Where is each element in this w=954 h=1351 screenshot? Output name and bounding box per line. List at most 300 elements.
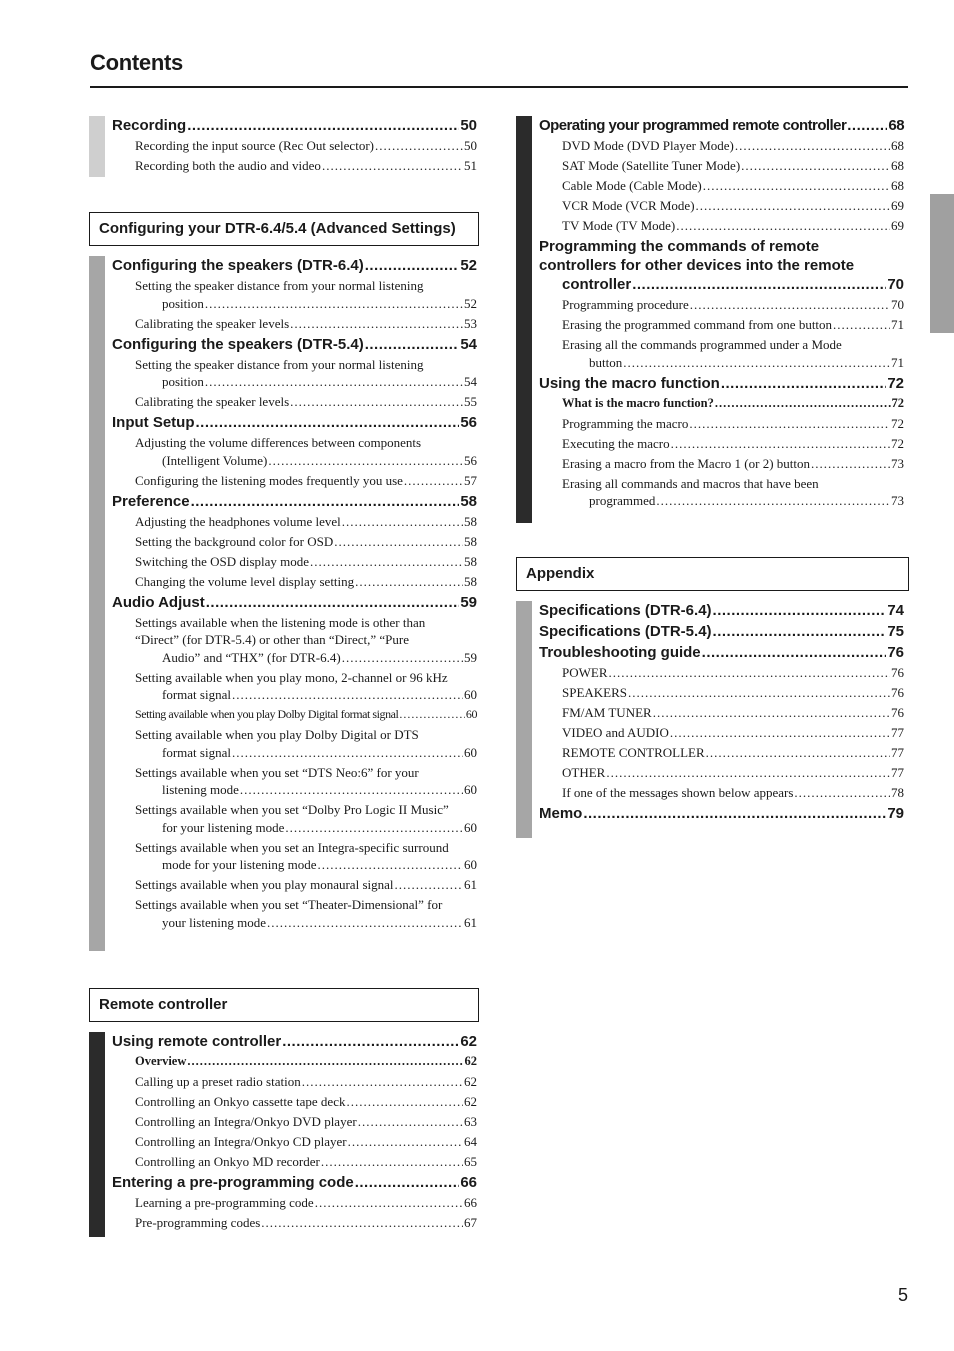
dot-leader bbox=[656, 492, 890, 510]
toc-sub-entry bbox=[112, 1113, 477, 1131]
dot-leader bbox=[358, 1113, 463, 1131]
toc-entry-title: Controlling an Onkyo cassette tape deck bbox=[135, 1094, 346, 1109]
dot-leader bbox=[833, 316, 890, 334]
dot-leader bbox=[606, 764, 890, 782]
toc-page-number: 51 bbox=[464, 158, 477, 173]
section-marker-bar bbox=[89, 256, 105, 951]
dot-leader bbox=[713, 622, 887, 641]
dot-leader bbox=[721, 374, 886, 393]
toc-page-number: 60 bbox=[465, 707, 477, 721]
recording-block bbox=[89, 116, 481, 177]
dot-leader bbox=[261, 1214, 463, 1232]
toc-entry-line: Setting available when you play mono, 2-channel or 96 kHz bbox=[135, 669, 448, 685]
toc-entry-title: Audio Adjust bbox=[112, 593, 205, 611]
toc-page-number: 56 bbox=[460, 414, 477, 431]
dot-leader bbox=[696, 197, 890, 215]
toc-page-number: 76 bbox=[891, 705, 904, 720]
toc-entry-title: Programming procedure bbox=[562, 297, 689, 312]
toc-page-number: 60 bbox=[464, 819, 477, 835]
toc-page-number: 76 bbox=[887, 644, 904, 661]
toc-entry-title: Audio” and “THX” (for DTR-6.4) bbox=[162, 649, 341, 665]
toc-sub-entry bbox=[539, 704, 904, 722]
dot-leader bbox=[240, 781, 463, 799]
toc-sub-entry bbox=[112, 315, 477, 333]
toc-entry-title: programmed bbox=[589, 493, 656, 508]
toc-page-number: 58 bbox=[464, 533, 477, 549]
toc-sub-entry bbox=[112, 533, 477, 551]
toc-sub-entry bbox=[539, 137, 904, 155]
operating-toc-list bbox=[516, 116, 908, 510]
dot-leader bbox=[671, 435, 890, 453]
dot-leader bbox=[355, 1173, 460, 1192]
toc-page-number: 62 bbox=[460, 1033, 477, 1050]
toc-page-number: 61 bbox=[464, 877, 477, 892]
dot-leader bbox=[187, 1053, 463, 1071]
toc-entry-title: Troubleshooting guide bbox=[539, 644, 701, 661]
toc-page-number: 76 bbox=[891, 685, 904, 700]
section-marker-bar bbox=[89, 1032, 105, 1237]
dot-leader bbox=[713, 601, 887, 620]
toc-page-number: 76 bbox=[891, 665, 904, 680]
toc-entry-title: SPEAKERS bbox=[562, 685, 628, 700]
toc-entry-title: Adjusting the headphones volume level bbox=[135, 513, 341, 529]
toc-entry-last-line bbox=[135, 373, 477, 391]
toc-page-number: 73 bbox=[891, 455, 904, 471]
toc-sub-entry bbox=[112, 137, 477, 155]
toc-sub-entry bbox=[112, 356, 477, 391]
toc-main-entry bbox=[539, 622, 904, 641]
toc-sub-entry bbox=[539, 217, 904, 235]
toc-page-number: 54 bbox=[464, 374, 477, 389]
toc-page-number: 77 bbox=[891, 725, 904, 740]
toc-page-number: 53 bbox=[464, 315, 477, 331]
toc-page-number: 78 bbox=[891, 785, 904, 800]
toc-sub-entry bbox=[112, 1093, 477, 1111]
dot-leader bbox=[267, 914, 463, 932]
toc-page-number: 72 bbox=[887, 374, 904, 392]
page-title: Contents bbox=[90, 50, 183, 75]
toc-main-entry bbox=[539, 643, 904, 662]
toc-main-entry bbox=[539, 804, 904, 823]
toc-entry-line: Setting the speaker distance from your normal listening bbox=[135, 278, 424, 293]
section-marker-bar bbox=[516, 601, 532, 838]
dot-leader bbox=[206, 593, 460, 612]
toc-page-number: 52 bbox=[464, 295, 477, 311]
toc-sub-entry bbox=[539, 664, 904, 682]
advanced-toc-list bbox=[89, 256, 481, 931]
dot-leader bbox=[365, 335, 460, 354]
toc-page-number: 72 bbox=[891, 435, 904, 451]
toc-entry-title: Configuring the speakers (DTR-6.4) bbox=[112, 257, 364, 274]
toc-page-number: 58 bbox=[460, 492, 477, 510]
appendix-toc-list bbox=[516, 601, 908, 823]
toc-entry-title: Using the macro function bbox=[539, 374, 720, 392]
toc-entry-last-line bbox=[135, 686, 477, 704]
toc-sub-entry bbox=[539, 455, 904, 473]
toc-entry-title: VIDEO and AUDIO bbox=[562, 725, 669, 740]
dot-leader bbox=[346, 1093, 463, 1111]
toc-sub-entry bbox=[112, 472, 477, 490]
toc-page-number: 70 bbox=[887, 276, 904, 293]
toc-page-number: 61 bbox=[464, 914, 477, 930]
recording-toc-list bbox=[89, 116, 481, 175]
toc-main-entry bbox=[112, 1032, 477, 1051]
toc-main-entry bbox=[539, 601, 904, 620]
toc-entry-title: Calibrating the speaker levels bbox=[135, 315, 290, 331]
toc-entry-title: for your listening mode bbox=[162, 819, 285, 835]
dot-leader bbox=[318, 856, 463, 874]
dot-leader bbox=[302, 1073, 463, 1091]
toc-sub-entry bbox=[112, 1133, 477, 1151]
toc-sub-entry bbox=[112, 614, 477, 667]
toc-sub-entry bbox=[112, 553, 477, 571]
dot-leader bbox=[395, 876, 464, 894]
toc-page-number: 69 bbox=[891, 218, 904, 233]
toc-entry-title: Controlling an Onkyo MD recorder bbox=[135, 1154, 320, 1169]
toc-entry-title: position bbox=[162, 374, 204, 389]
toc-page-number: 58 bbox=[464, 573, 477, 589]
toc-page-number: 77 bbox=[891, 745, 904, 760]
toc-main-entry bbox=[112, 335, 477, 354]
section-heading-remote: Remote controller bbox=[89, 988, 479, 1022]
toc-sub-entry bbox=[112, 157, 477, 175]
toc-page-number: 69 bbox=[891, 198, 904, 213]
appendix-block bbox=[516, 601, 908, 838]
toc-page-number: 72 bbox=[891, 395, 904, 410]
toc-page-number: 59 bbox=[464, 649, 477, 665]
toc-main-entry bbox=[112, 492, 477, 511]
dot-leader bbox=[741, 157, 890, 175]
toc-sub-entry bbox=[112, 669, 477, 704]
side-tab-marker bbox=[930, 194, 954, 333]
dot-leader bbox=[583, 804, 886, 823]
dot-leader bbox=[205, 373, 463, 391]
toc-sub-entry bbox=[112, 1194, 477, 1212]
operating-block bbox=[516, 116, 908, 523]
toc-entry-last-line bbox=[539, 275, 904, 294]
toc-entry-title: Configuring the listening modes frequently you use bbox=[135, 472, 403, 488]
toc-sub-entry bbox=[112, 513, 477, 531]
toc-entry-title: DVD Mode (DVD Player Mode) bbox=[562, 138, 734, 153]
dot-leader bbox=[811, 455, 890, 473]
toc-entry-title: FM/AM TUNER bbox=[562, 705, 652, 720]
toc-entry-title: Setting available when you play Dolby Digital format signal bbox=[135, 707, 399, 721]
toc-entry-title: Recording both the audio and video bbox=[135, 158, 321, 173]
toc-entry-title: Specifications (DTR-5.4) bbox=[539, 623, 712, 640]
dot-leader bbox=[355, 573, 463, 591]
toc-entry-last-line bbox=[135, 781, 477, 799]
toc-page-number: 59 bbox=[460, 593, 477, 611]
toc-page-number: 60 bbox=[464, 687, 477, 702]
toc-sub-entry bbox=[539, 415, 904, 433]
toc-entry-title: button bbox=[589, 354, 623, 370]
toc-entry-title: Operating your programmed remote controller bbox=[539, 117, 847, 134]
dot-leader bbox=[715, 395, 891, 413]
toc-sub-entry bbox=[112, 573, 477, 591]
toc-entry-line: Setting available when you play Dolby Digital or DTS bbox=[135, 727, 419, 742]
toc-sub-entry bbox=[539, 744, 904, 762]
toc-entry-last-line bbox=[562, 492, 904, 510]
dot-leader bbox=[342, 513, 463, 531]
toc-entry-title: mode for your listening mode bbox=[162, 857, 317, 872]
toc-sub-entry bbox=[539, 296, 904, 314]
toc-entry-title: format signal bbox=[162, 744, 231, 760]
section-heading-appendix: Appendix bbox=[516, 557, 909, 591]
toc-entry-last-line bbox=[135, 914, 477, 932]
toc-entry-line: Settings available when you set “Dolby Pro Logic II Music” bbox=[135, 802, 449, 817]
toc-entry-title: Changing the volume level display setting bbox=[135, 573, 355, 589]
toc-page-number: 65 bbox=[464, 1154, 477, 1169]
dot-leader bbox=[342, 649, 463, 667]
toc-page-number: 58 bbox=[464, 553, 477, 569]
toc-sub-entry bbox=[112, 277, 477, 312]
toc-main-entry bbox=[112, 413, 477, 432]
toc-sub-entry bbox=[539, 157, 904, 175]
toc-entry-title: Setting the background color for OSD bbox=[135, 533, 334, 549]
toc-sub-entry bbox=[539, 724, 904, 742]
toc-entry-title: Entering a pre-programming code bbox=[112, 1174, 354, 1191]
toc-page-number: 72 bbox=[891, 415, 904, 431]
toc-sub-entry bbox=[539, 684, 904, 702]
toc-entry-title: OTHER bbox=[562, 765, 606, 780]
toc-page-number: 62 bbox=[464, 1074, 477, 1089]
toc-page-number: 64 bbox=[464, 1134, 477, 1149]
dot-leader bbox=[670, 724, 890, 742]
toc-page-number: 63 bbox=[464, 1114, 477, 1129]
toc-page-number: 56 bbox=[464, 452, 477, 468]
dot-leader bbox=[794, 784, 890, 802]
toc-page-number: 55 bbox=[464, 394, 477, 409]
dot-leader bbox=[191, 492, 460, 511]
dot-leader bbox=[282, 1032, 459, 1051]
toc-main-entry bbox=[539, 237, 904, 294]
toc-entry-title: Executing the macro bbox=[562, 435, 670, 451]
toc-entry-last-line bbox=[135, 295, 477, 313]
toc-entry-line: Settings available when you set “Theater-Dimensional” for bbox=[135, 897, 443, 912]
dot-leader bbox=[706, 744, 890, 762]
toc-entry-line: Settings available when you set “DTS Neo:6” for your bbox=[135, 764, 419, 780]
dot-leader bbox=[348, 1133, 463, 1151]
toc-sub-entry bbox=[539, 316, 904, 334]
toc-sub-entry bbox=[539, 197, 904, 215]
toc-sub-entry bbox=[539, 764, 904, 782]
toc-page-number: 75 bbox=[887, 623, 904, 640]
dot-leader bbox=[205, 295, 463, 313]
toc-entry-title: (Intelligent Volume) bbox=[162, 452, 268, 468]
toc-sub-entry bbox=[112, 1153, 477, 1171]
toc-sub-entry bbox=[112, 1053, 477, 1071]
toc-entry-line: Settings available when you set an Integra-specific surround bbox=[135, 839, 449, 855]
toc-page-number: 66 bbox=[460, 1174, 477, 1191]
toc-page-number: 70 bbox=[891, 297, 904, 312]
toc-entry-title: REMOTE CONTROLLER bbox=[562, 745, 705, 760]
dot-leader bbox=[196, 413, 460, 432]
toc-sub-entry bbox=[112, 801, 477, 836]
dot-leader bbox=[321, 1153, 463, 1171]
dot-leader bbox=[847, 116, 887, 135]
toc-page-number: 71 bbox=[891, 317, 904, 332]
dot-leader bbox=[290, 393, 463, 411]
toc-page-number: 62 bbox=[464, 1094, 477, 1109]
dot-leader bbox=[735, 137, 890, 155]
toc-entry-title: Preference bbox=[112, 492, 190, 510]
toc-entry-title: Programming the macro bbox=[562, 415, 689, 431]
dot-leader bbox=[702, 643, 887, 662]
dot-leader bbox=[653, 704, 890, 722]
toc-entry-title: Specifications (DTR-6.4) bbox=[539, 602, 712, 619]
toc-entry-title: If one of the messages shown below appears bbox=[562, 785, 794, 800]
toc-entry-title: position bbox=[162, 295, 204, 311]
toc-main-entry bbox=[112, 593, 477, 612]
dot-leader bbox=[628, 684, 890, 702]
dot-leader bbox=[689, 415, 890, 433]
dot-leader bbox=[365, 256, 460, 275]
toc-page-number: 71 bbox=[891, 354, 904, 370]
toc-entry-line: Settings available when the listening mode is other than bbox=[135, 614, 426, 630]
toc-sub-entry bbox=[539, 336, 904, 371]
dot-leader bbox=[232, 686, 463, 704]
toc-sub-entry bbox=[539, 435, 904, 453]
dot-leader bbox=[399, 706, 465, 724]
toc-page-number: 60 bbox=[464, 857, 477, 872]
dot-leader bbox=[322, 157, 463, 175]
toc-entry-line: Erasing all the commands programmed under a Mode bbox=[562, 337, 842, 352]
title-rule bbox=[90, 86, 908, 88]
toc-main-entry bbox=[539, 116, 904, 135]
toc-sub-entry bbox=[539, 395, 904, 413]
dot-leader bbox=[632, 275, 886, 294]
dot-leader bbox=[375, 137, 463, 155]
dot-leader bbox=[334, 533, 463, 551]
toc-page-number: 62 bbox=[464, 1054, 477, 1068]
toc-sub-entry bbox=[112, 876, 477, 894]
toc-page-number: 68 bbox=[891, 138, 904, 153]
toc-entry-title: listening mode bbox=[162, 782, 239, 797]
toc-sub-entry bbox=[112, 1214, 477, 1232]
toc-page-number: 57 bbox=[464, 472, 477, 488]
toc-page-number: 68 bbox=[891, 158, 904, 173]
dot-leader bbox=[623, 354, 890, 372]
dot-leader bbox=[703, 177, 890, 195]
toc-entry-title: Pre-programming codes bbox=[135, 1215, 261, 1230]
toc-entry-title: Switching the OSD display mode bbox=[135, 553, 310, 569]
toc-sub-entry bbox=[112, 393, 477, 411]
toc-main-entry bbox=[112, 256, 477, 275]
toc-entry-line: Setting the speaker distance from your normal listening bbox=[135, 356, 424, 372]
dot-leader bbox=[268, 452, 463, 470]
toc-page-number: 50 bbox=[460, 117, 477, 134]
toc-entry-last-line bbox=[562, 354, 904, 372]
toc-page-number: 73 bbox=[891, 493, 904, 508]
dot-leader bbox=[690, 296, 890, 314]
toc-entry-title: Overview bbox=[135, 1054, 187, 1068]
dot-leader bbox=[310, 553, 463, 571]
dot-leader bbox=[285, 819, 463, 837]
dot-leader bbox=[187, 116, 459, 135]
toc-page-number: 60 bbox=[464, 744, 477, 760]
toc-page-number: 68 bbox=[891, 178, 904, 193]
toc-entry-title: What is the macro function? bbox=[562, 395, 714, 410]
toc-entry-last-line bbox=[135, 856, 477, 874]
page-number: 5 bbox=[897, 1285, 908, 1305]
toc-entry-title: SAT Mode (Satellite Tuner Mode) bbox=[562, 158, 741, 173]
toc-sub-entry bbox=[112, 706, 477, 724]
toc-page-number: 74 bbox=[887, 602, 904, 619]
section-marker-bar bbox=[516, 116, 532, 523]
toc-entry-title: Calibrating the speaker levels bbox=[135, 394, 290, 409]
toc-sub-entry bbox=[112, 1073, 477, 1091]
toc-page-number: 77 bbox=[891, 765, 904, 780]
toc-entry-title: Recording bbox=[112, 117, 187, 134]
toc-entry-title: Calling up a preset radio station bbox=[135, 1074, 301, 1089]
toc-sub-entry bbox=[539, 475, 904, 510]
toc-page-number: 60 bbox=[464, 782, 477, 797]
dot-leader bbox=[315, 1194, 463, 1212]
toc-page-number: 79 bbox=[887, 805, 904, 822]
toc-page-number: 67 bbox=[464, 1215, 477, 1230]
dot-leader bbox=[404, 472, 463, 490]
toc-page-number: 58 bbox=[464, 513, 477, 529]
toc-sub-entry bbox=[539, 177, 904, 195]
toc-entry-title: Using remote controller bbox=[112, 1033, 282, 1050]
toc-entry-title: Learning a pre-programming code bbox=[135, 1195, 314, 1210]
toc-entry-title: Recording the input source (Rec Out selector) bbox=[135, 138, 374, 153]
toc-main-entry bbox=[539, 374, 904, 393]
toc-entry-title: your listening mode bbox=[162, 914, 266, 930]
toc-main-entry bbox=[112, 1173, 477, 1192]
toc-entry-line: Programming the commands of remote bbox=[539, 238, 820, 255]
section-marker-bar bbox=[89, 116, 105, 177]
toc-entry-line: Erasing all commands and macros that have been bbox=[562, 475, 819, 491]
remote-toc-list bbox=[89, 1032, 481, 1232]
toc-entry-title: POWER bbox=[562, 665, 608, 680]
toc-page-number: 68 bbox=[888, 117, 904, 134]
advanced-block bbox=[89, 256, 481, 951]
toc-page-number: 50 bbox=[464, 138, 477, 153]
dot-leader bbox=[290, 315, 463, 333]
toc-main-entry bbox=[112, 116, 477, 135]
toc-sub-entry bbox=[112, 764, 477, 799]
toc-entry-title: Configuring the speakers (DTR-5.4) bbox=[112, 335, 364, 353]
toc-entry-title: controller bbox=[562, 276, 632, 293]
toc-entry-title: Controlling an Integra/Onkyo CD player bbox=[135, 1134, 347, 1149]
toc-entry-title: Memo bbox=[539, 805, 583, 822]
toc-entry-title: Input Setup bbox=[112, 414, 195, 431]
toc-entry-title: TV Mode (TV Mode) bbox=[562, 218, 676, 233]
toc-entry-title: VCR Mode (VCR Mode) bbox=[562, 198, 695, 213]
toc-entry-last-line bbox=[135, 452, 477, 470]
toc-entry-title: Erasing the programmed command from one button bbox=[562, 317, 833, 332]
toc-page-number: 54 bbox=[460, 335, 477, 353]
toc-entry-line: controllers for other devices into the remote bbox=[539, 257, 855, 274]
toc-entry-last-line bbox=[135, 649, 477, 667]
toc-page-number: 66 bbox=[464, 1195, 477, 1210]
toc-entry-title: Controlling an Integra/Onkyo DVD player bbox=[135, 1114, 357, 1129]
section-heading-advanced: Configuring your DTR-6.4/5.4 (Advanced Settings) bbox=[89, 212, 479, 246]
remote-block bbox=[89, 1032, 481, 1237]
toc-entry-line: “Direct” (for DTR-5.4) or other than “Direct,” “Pure bbox=[135, 632, 409, 647]
toc-sub-entry bbox=[539, 784, 904, 802]
toc-sub-entry bbox=[112, 434, 477, 469]
toc-entry-line: Adjusting the volume differences between components bbox=[135, 435, 422, 450]
toc-entry-last-line bbox=[135, 819, 477, 837]
toc-sub-entry bbox=[112, 726, 477, 761]
toc-entry-title: Cable Mode (Cable Mode) bbox=[562, 178, 702, 193]
dot-leader bbox=[232, 744, 463, 762]
toc-entry-title: Erasing a macro from the Macro 1 (or 2) button bbox=[562, 455, 811, 471]
toc-entry-last-line bbox=[135, 744, 477, 762]
dot-leader bbox=[676, 217, 890, 235]
